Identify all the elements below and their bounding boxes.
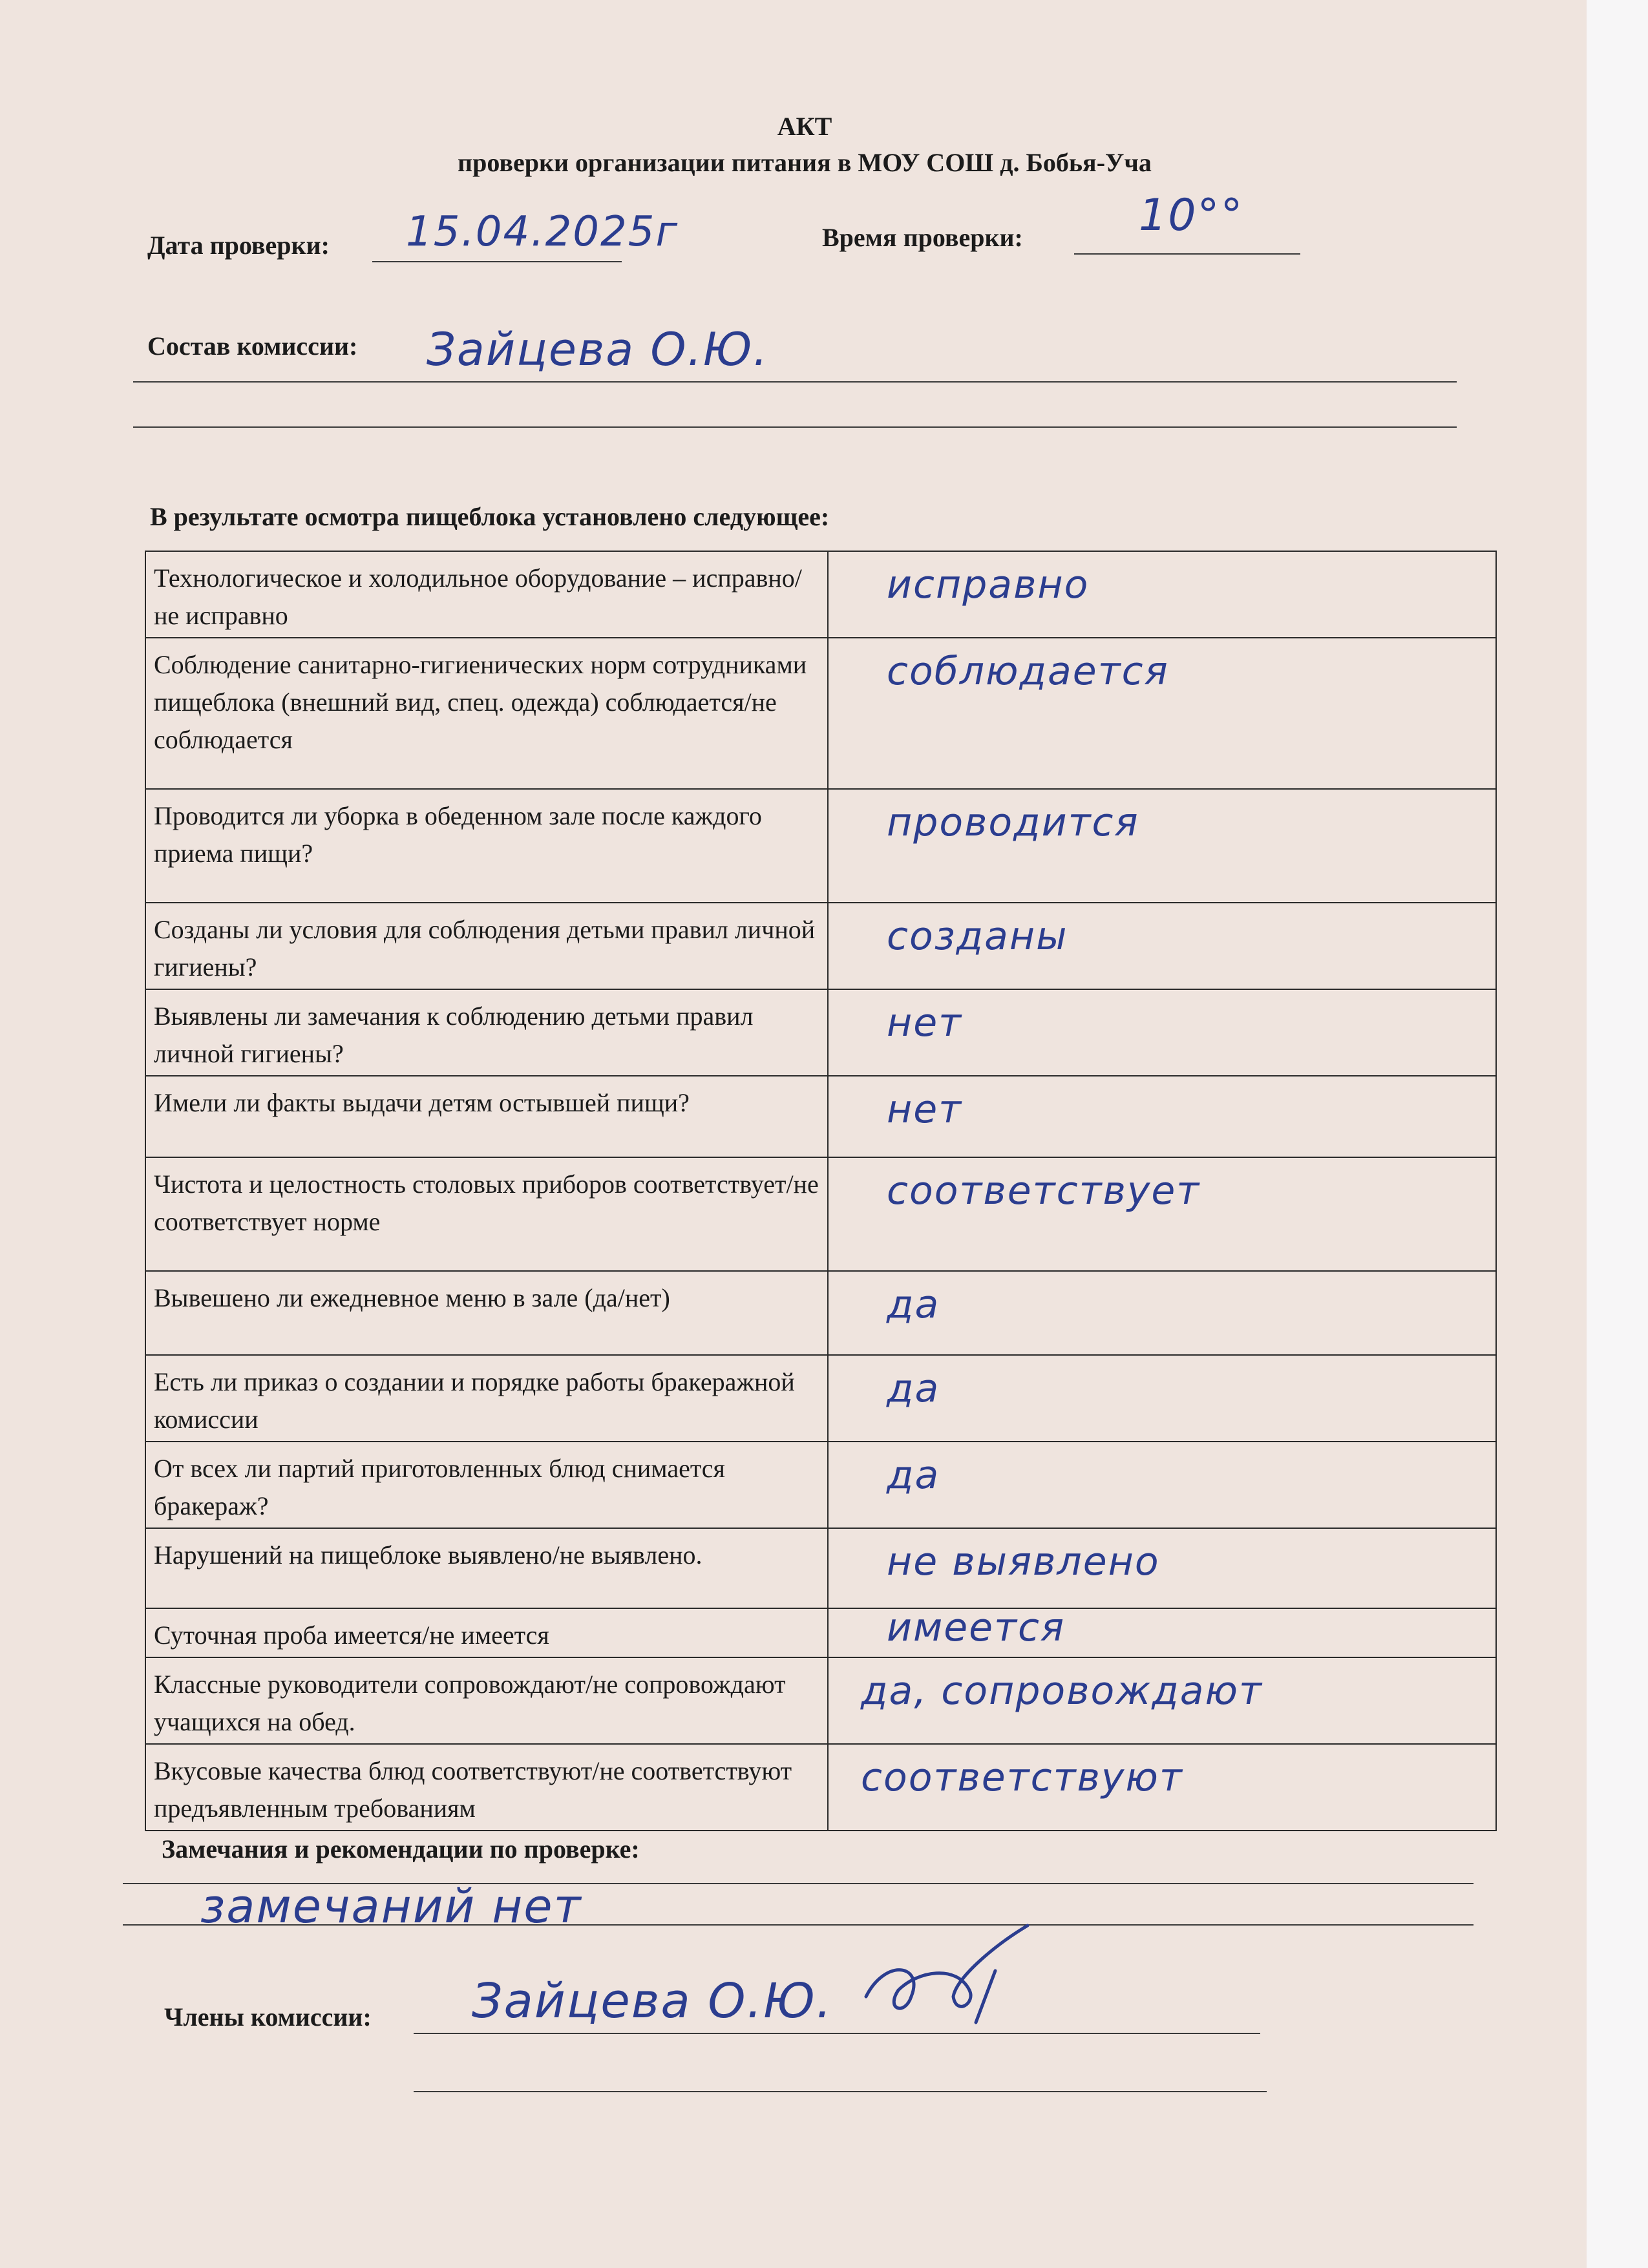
question-cell: Выявлены ли замечания к соблюдению детьми правил личной гигиены? <box>145 989 828 1076</box>
answer-text: проводится <box>887 800 1139 845</box>
answer-cell <box>828 789 1496 903</box>
question-cell: Чистота и целостность столовых приборов соответствует/не соответствует норме <box>145 1157 828 1271</box>
members-value: Зайцева О.Ю. <box>472 1973 833 2029</box>
answer-cell <box>828 1157 1496 1271</box>
question-cell: Есть ли приказ о создании и порядке работы бракеражной комиссии <box>145 1355 828 1442</box>
time-label: Время проверки: <box>822 223 1023 252</box>
answer-text: нет <box>887 1000 963 1045</box>
date-label: Дата проверки: <box>147 231 330 260</box>
answer-text: да <box>887 1366 940 1411</box>
answer-text: соблюдается <box>887 649 1169 694</box>
answer-cell <box>828 551 1496 638</box>
question-cell: Проводится ли уборка в обеденном зале после каждого приема пищи? <box>145 789 828 903</box>
answer-cell <box>828 638 1496 789</box>
question-cell: Вывешено ли ежедневное меню в зале (да/нет) <box>145 1271 828 1355</box>
table-row <box>145 1157 1496 1271</box>
time-underline <box>1074 253 1300 255</box>
remarks-value: замечаний нет <box>200 1879 582 1933</box>
table-row <box>145 1271 1496 1355</box>
question-cell: Соблюдение санитарно-гигиенических норм сотрудниками пищеблока (внешний вид, спец. одежда) соблюдается/не соблюдается <box>145 638 828 789</box>
time-value: 10°° <box>1139 190 1244 241</box>
answer-text: созданы <box>887 914 1068 959</box>
question-cell: Суточная проба имеется/не имеется <box>145 1608 828 1657</box>
answer-cell <box>828 1744 1496 1831</box>
document-title: АКТ <box>777 112 832 141</box>
question-cell: От всех ли партий приготовленных блюд снимается бракераж? <box>145 1442 828 1528</box>
members-label: Члены комиссии: <box>164 2002 372 2032</box>
commission-line-1 <box>133 381 1457 383</box>
table-row <box>145 551 1496 638</box>
table-row <box>145 1355 1496 1442</box>
members-line-2 <box>414 2091 1267 2092</box>
answer-cell <box>828 1355 1496 1442</box>
answer-text: да, сопровождают <box>861 1668 1263 1714</box>
answer-text: не выявлено <box>887 1539 1160 1584</box>
table-row <box>145 1528 1496 1608</box>
question-cell: Созданы ли условия для соблюдения детьми правил личной гигиены? <box>145 903 828 989</box>
table-row <box>145 1608 1496 1657</box>
answer-text: да <box>887 1282 940 1327</box>
question-cell: Классные руководители сопровождают/не сопровождают учащихся на обед. <box>145 1657 828 1744</box>
answer-text: нет <box>887 1087 963 1132</box>
commission-label: Состав комиссии: <box>147 331 358 361</box>
answer-text: соответствует <box>887 1168 1201 1213</box>
question-cell: Технологическое и холодильное оборудование – исправно/не исправно <box>145 551 828 638</box>
answer-cell <box>828 1657 1496 1744</box>
table-row <box>145 903 1496 989</box>
date-underline <box>372 261 622 262</box>
inspection-intro: В результате осмотра пищеблока установлено следующее: <box>150 502 830 531</box>
commission-line-2 <box>133 426 1457 428</box>
members-line-1 <box>414 2033 1260 2034</box>
table-row <box>145 789 1496 903</box>
signature <box>847 1919 1041 2048</box>
document-subtitle: проверки организации питания в МОУ СОШ д. Бобья-Уча <box>458 148 1152 177</box>
answer-cell <box>828 1076 1496 1157</box>
answer-cell <box>828 989 1496 1076</box>
question-cell: Нарушений на пищеблоке выявлено/не выявлено. <box>145 1528 828 1608</box>
answer-cell <box>828 1271 1496 1355</box>
remarks-label: Замечания и рекомендации по проверке: <box>162 1834 640 1864</box>
answer-cell <box>828 1442 1496 1528</box>
question-cell: Имели ли факты выдачи детям остывшей пищи? <box>145 1076 828 1157</box>
table-row <box>145 989 1496 1076</box>
scan-margin <box>1587 0 1648 2268</box>
remarks-line-2 <box>123 1924 1474 1926</box>
answer-text: да <box>887 1453 940 1498</box>
table-row <box>145 638 1496 789</box>
table-row <box>145 1657 1496 1744</box>
answer-text: исправно <box>887 562 1090 607</box>
commission-value: Зайцева О.Ю. <box>427 323 769 376</box>
table-row <box>145 1744 1496 1831</box>
answer-text: соответствуют <box>861 1755 1183 1800</box>
answer-cell <box>828 1608 1496 1657</box>
answer-text: имеется <box>887 1608 1066 1650</box>
table-row <box>145 1076 1496 1157</box>
answer-cell <box>828 1528 1496 1608</box>
table-row <box>145 1442 1496 1528</box>
date-value: 15.04.2025г <box>406 208 679 256</box>
question-cell: Вкусовые качества блюд соответствуют/не соответствуют предъявленным требованиям <box>145 1744 828 1831</box>
inspection-table <box>145 551 1497 1831</box>
answer-cell <box>828 903 1496 989</box>
